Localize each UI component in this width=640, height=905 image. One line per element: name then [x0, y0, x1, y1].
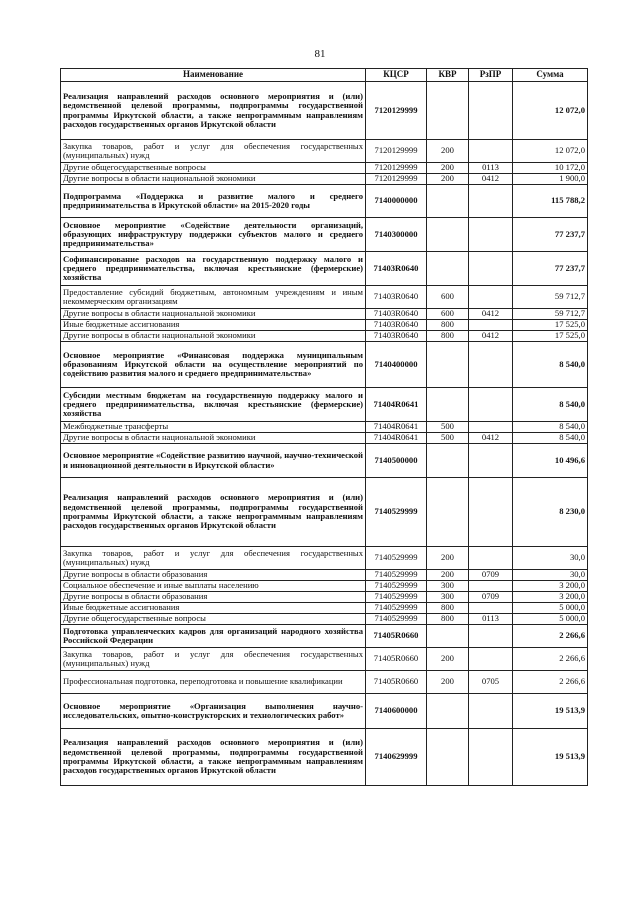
cell-rzpr — [469, 252, 513, 286]
cell-kcsr: 7120129999 — [366, 174, 427, 185]
cell-kvr: 200 — [427, 648, 469, 671]
table-row — [61, 694, 588, 729]
cell-kcsr: 7140629999 — [366, 729, 427, 786]
header-rzpr: РзПР — [469, 69, 513, 82]
cell-rzpr — [469, 82, 513, 140]
cell-kvr — [427, 252, 469, 286]
table-row — [61, 433, 588, 444]
cell-rzpr — [469, 603, 513, 614]
header-sum: Сумма — [513, 69, 588, 82]
cell-name: Подготовка управленческих кадров для организаций народного хозяйства Российской Федерации — [61, 625, 366, 648]
cell-rzpr: 0709 — [469, 592, 513, 603]
cell-kcsr: 7140529999 — [366, 603, 427, 614]
cell-kvr: 800 — [427, 614, 469, 625]
cell-kcsr: 71404R0641 — [366, 433, 427, 444]
cell-kvr — [427, 625, 469, 648]
cell-rzpr — [469, 218, 513, 252]
cell-kvr — [427, 185, 469, 218]
cell-sum: 10 496,6 — [513, 444, 588, 478]
cell-kcsr: 7140000000 — [366, 185, 427, 218]
cell-kvr — [427, 444, 469, 478]
cell-rzpr — [469, 140, 513, 163]
cell-sum: 30,0 — [513, 570, 588, 581]
table-row — [61, 331, 588, 342]
cell-sum: 77 237,7 — [513, 252, 588, 286]
cell-name: Другие вопросы в области образования — [61, 570, 366, 581]
cell-sum: 77 237,7 — [513, 218, 588, 252]
cell-kcsr: 7140529999 — [366, 581, 427, 592]
cell-sum: 10 172,0 — [513, 163, 588, 174]
cell-sum: 17 525,0 — [513, 331, 588, 342]
cell-kcsr: 71404R0641 — [366, 388, 427, 422]
cell-kcsr: 7140529999 — [366, 547, 427, 570]
cell-kcsr: 71403R0640 — [366, 320, 427, 331]
header-kvr: КВР — [427, 69, 469, 82]
cell-kvr — [427, 478, 469, 547]
cell-kvr: 800 — [427, 320, 469, 331]
cell-sum: 8 230,0 — [513, 478, 588, 547]
table-row — [61, 614, 588, 625]
cell-kcsr: 7140400000 — [366, 342, 427, 388]
cell-name: Предоставление субсидий бюджетным, автономным учреждениям и иным некоммерческим организациям — [61, 286, 366, 309]
cell-sum: 2 266,6 — [513, 648, 588, 671]
table-row — [61, 82, 588, 140]
cell-kvr — [427, 729, 469, 786]
cell-kcsr: 71403R0640 — [366, 309, 427, 320]
cell-name: Другие вопросы в области образования — [61, 592, 366, 603]
cell-kcsr: 7120129999 — [366, 163, 427, 174]
cell-kvr: 600 — [427, 286, 469, 309]
cell-kvr: 500 — [427, 433, 469, 444]
cell-kcsr: 7140600000 — [366, 694, 427, 729]
cell-sum: 3 200,0 — [513, 581, 588, 592]
cell-kvr: 200 — [427, 671, 469, 694]
table-row — [61, 422, 588, 433]
cell-sum: 30,0 — [513, 547, 588, 570]
cell-kvr: 200 — [427, 174, 469, 185]
cell-name: Другие вопросы в области национальной экономики — [61, 309, 366, 320]
cell-kcsr: 7120129999 — [366, 82, 427, 140]
cell-name: Другие вопросы в области национальной экономики — [61, 174, 366, 185]
table-row — [61, 185, 588, 218]
cell-kvr: 200 — [427, 140, 469, 163]
cell-kvr — [427, 218, 469, 252]
cell-name: Закупка товаров, работ и услуг для обеспечения государственных (муниципальных) нужд — [61, 140, 366, 163]
cell-kvr: 300 — [427, 581, 469, 592]
table-row — [61, 252, 588, 286]
cell-rzpr — [469, 185, 513, 218]
cell-sum: 12 072,0 — [513, 140, 588, 163]
table-row — [61, 671, 588, 694]
cell-sum: 59 712,7 — [513, 309, 588, 320]
cell-kcsr: 71405R0660 — [366, 625, 427, 648]
cell-sum: 8 540,0 — [513, 342, 588, 388]
cell-kcsr: 71404R0641 — [366, 422, 427, 433]
cell-sum: 12 072,0 — [513, 82, 588, 140]
cell-rzpr — [469, 388, 513, 422]
cell-rzpr — [469, 342, 513, 388]
cell-rzpr: 0412 — [469, 331, 513, 342]
cell-name: Социальное обеспечение и иные выплаты населению — [61, 581, 366, 592]
cell-sum: 5 000,0 — [513, 603, 588, 614]
cell-kvr: 600 — [427, 309, 469, 320]
cell-kvr — [427, 694, 469, 729]
cell-kvr: 200 — [427, 163, 469, 174]
table-row — [61, 570, 588, 581]
cell-rzpr: 0113 — [469, 163, 513, 174]
table-row — [61, 174, 588, 185]
cell-kcsr: 71403R0640 — [366, 252, 427, 286]
table-row — [61, 286, 588, 309]
table-row — [61, 478, 588, 547]
cell-rzpr: 0412 — [469, 174, 513, 185]
cell-kcsr: 71403R0640 — [366, 286, 427, 309]
cell-kvr: 200 — [427, 570, 469, 581]
cell-rzpr — [469, 648, 513, 671]
cell-kvr: 300 — [427, 592, 469, 603]
table-row — [61, 163, 588, 174]
header-name: Наименование — [61, 69, 366, 82]
cell-kcsr: 7120129999 — [366, 140, 427, 163]
table-row — [61, 547, 588, 570]
table-row — [61, 320, 588, 331]
cell-kvr — [427, 388, 469, 422]
cell-rzpr — [469, 444, 513, 478]
cell-name: Другие общегосударственные вопросы — [61, 163, 366, 174]
cell-rzpr — [469, 625, 513, 648]
cell-kcsr: 71405R0660 — [366, 671, 427, 694]
cell-name: Основное мероприятие «Финансовая поддержка муниципальным образованиям Иркутской области на осуществление мероприятий по содействию развития малого и среднего предпринимательства» — [61, 342, 366, 388]
cell-name: Профессиональная подготовка, переподготовка и повышение квалификации — [61, 671, 366, 694]
cell-name: Реализация направлений расходов основного мероприятия и (или) ведомственной целевой программы, подпрограммы государственной программы Иркутской области, а также непрограммным направлениям расходов государственных органов Иркутской области — [61, 729, 366, 786]
cell-sum: 3 200,0 — [513, 592, 588, 603]
cell-rzpr: 0412 — [469, 309, 513, 320]
cell-sum: 59 712,7 — [513, 286, 588, 309]
cell-name: Реализация направлений расходов основного мероприятия и (или) ведомственной целевой программы, подпрограммы государственной программы Иркутской области, а также непрограммным направлениям расходов государственных органов Иркутской области — [61, 478, 366, 547]
cell-rzpr: 0705 — [469, 671, 513, 694]
budget-table — [60, 68, 588, 786]
cell-sum: 2 266,6 — [513, 625, 588, 648]
cell-kcsr: 71405R0660 — [366, 648, 427, 671]
cell-rzpr — [469, 547, 513, 570]
cell-rzpr — [469, 320, 513, 331]
cell-sum: 8 540,0 — [513, 422, 588, 433]
cell-kcsr: 7140529999 — [366, 570, 427, 581]
cell-sum: 2 266,6 — [513, 671, 588, 694]
cell-sum: 19 513,9 — [513, 694, 588, 729]
cell-name: Подпрограмма «Поддержка и развитие малого и среднего предпринимательства в Иркутской области» на 2015-2020 годы — [61, 185, 366, 218]
cell-name: Реализация направлений расходов основного мероприятия и (или) ведомственной целевой программы, подпрограммы государственной программы Иркутской области, а также непрограммным направлениям расходов государственных органов Иркутской области — [61, 82, 366, 140]
cell-kcsr: 7140529999 — [366, 614, 427, 625]
cell-kcsr: 7140529999 — [366, 592, 427, 603]
cell-rzpr: 0412 — [469, 433, 513, 444]
table-row — [61, 342, 588, 388]
table-body — [61, 82, 588, 786]
table-row — [61, 581, 588, 592]
table-header-row — [61, 69, 588, 82]
cell-name: Закупка товаров, работ и услуг для обеспечения государственных (муниципальных) нужд — [61, 547, 366, 570]
cell-sum: 17 525,0 — [513, 320, 588, 331]
cell-sum: 19 513,9 — [513, 729, 588, 786]
table-row — [61, 648, 588, 671]
cell-kcsr: 7140500000 — [366, 444, 427, 478]
cell-kvr: 500 — [427, 422, 469, 433]
cell-rzpr: 0709 — [469, 570, 513, 581]
cell-rzpr — [469, 478, 513, 547]
cell-sum: 8 540,0 — [513, 388, 588, 422]
table-row — [61, 444, 588, 478]
table-row — [61, 218, 588, 252]
table-row — [61, 309, 588, 320]
table-row — [61, 625, 588, 648]
cell-kcsr: 71403R0640 — [366, 331, 427, 342]
table-row — [61, 388, 588, 422]
cell-name: Другие общегосударственные вопросы — [61, 614, 366, 625]
cell-sum: 115 788,2 — [513, 185, 588, 218]
cell-name: Иные бюджетные ассигнования — [61, 320, 366, 331]
cell-kvr — [427, 342, 469, 388]
cell-kvr: 800 — [427, 603, 469, 614]
cell-rzpr — [469, 286, 513, 309]
cell-name: Софинансирование расходов на государственную поддержку малого и среднего предпринимательства, включая крестьянские (фермерские) хозяйства — [61, 252, 366, 286]
cell-rzpr — [469, 422, 513, 433]
cell-sum: 8 540,0 — [513, 433, 588, 444]
table-row — [61, 729, 588, 786]
cell-kvr: 800 — [427, 331, 469, 342]
cell-name: Закупка товаров, работ и услуг для обеспечения государственных (муниципальных) нужд — [61, 648, 366, 671]
cell-rzpr — [469, 694, 513, 729]
cell-name: Основное мероприятие «Содействие деятельности организаций, образующих инфраструктуру поддержки субъектов малого и среднего предпринимательства» — [61, 218, 366, 252]
table-row — [61, 603, 588, 614]
cell-name: Другие вопросы в области национальной экономики — [61, 331, 366, 342]
page-number: 81 — [314, 48, 326, 60]
cell-name: Другие вопросы в области национальной экономики — [61, 433, 366, 444]
cell-name: Субсидии местным бюджетам на государственную поддержку малого и среднего предпринимательства, включая крестьянские (фермерские) хозяйства — [61, 388, 366, 422]
cell-kvr: 200 — [427, 547, 469, 570]
cell-name: Основное мероприятие «Организация выполнения научно-исследовательских, опытно-конструкторских и технологических работ» — [61, 694, 366, 729]
cell-name: Межбюджетные трансферты — [61, 422, 366, 433]
cell-sum: 1 900,0 — [513, 174, 588, 185]
table-row — [61, 140, 588, 163]
cell-name: Основное мероприятие «Содействие развитию научной, научно-технической и инновационной деятельности в Иркутской области» — [61, 444, 366, 478]
cell-rzpr — [469, 729, 513, 786]
header-kcsr: КЦСР — [366, 69, 427, 82]
table-row — [61, 592, 588, 603]
cell-sum: 5 000,0 — [513, 614, 588, 625]
cell-name: Иные бюджетные ассигнования — [61, 603, 366, 614]
cell-kcsr: 7140529999 — [366, 478, 427, 547]
cell-kcsr: 7140300000 — [366, 218, 427, 252]
cell-rzpr: 0113 — [469, 614, 513, 625]
cell-rzpr — [469, 581, 513, 592]
cell-kvr — [427, 82, 469, 140]
